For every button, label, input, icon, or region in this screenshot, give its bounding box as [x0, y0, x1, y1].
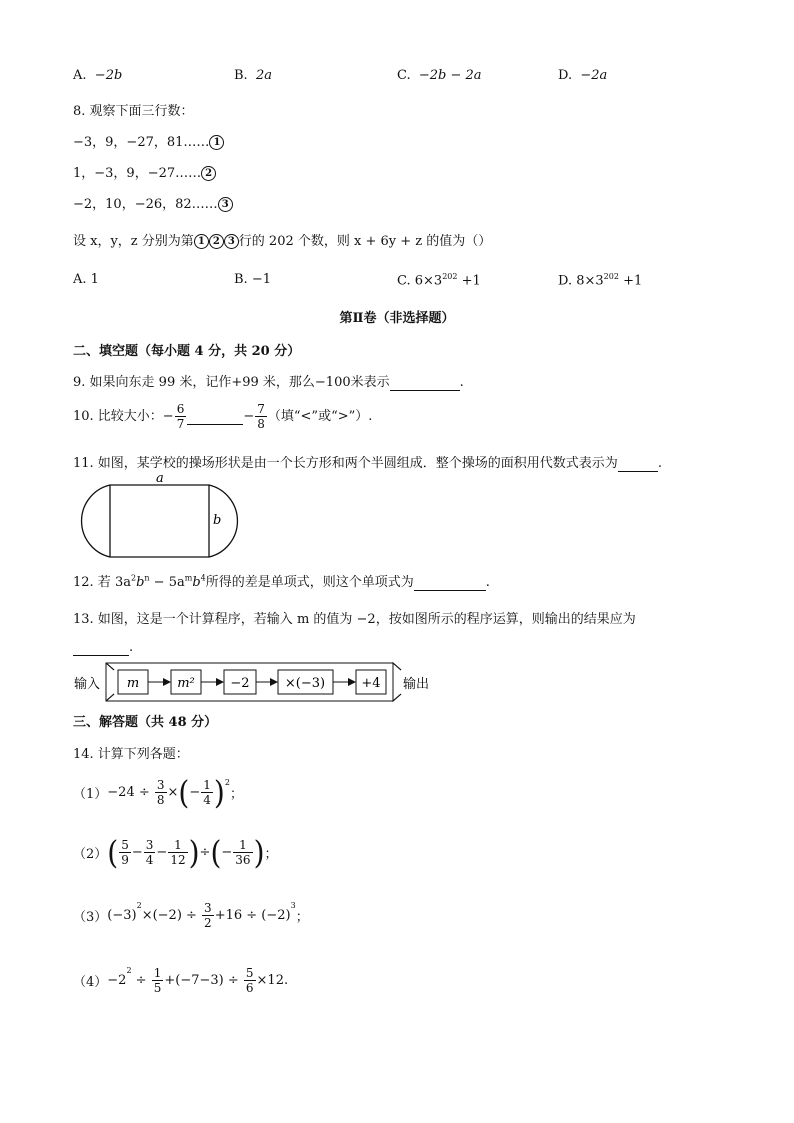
- q9: 9. 如果向东走 99 米，记作+99 米，那么−100米表示 .: [73, 375, 464, 390]
- circle-1-icon: 1: [194, 234, 209, 249]
- q14-part3: $(3)(-3)^2\times(-2)$ ÷ $\frac{3}{2}$ $+16 \div (-2)^3$；: [73, 901, 309, 930]
- q8-row3: −2，10，−26，82…… 3: [73, 193, 233, 212]
- q7-option-c: C. −2b − 2a: [397, 68, 482, 83]
- q7-option-a: A. −2b: [73, 68, 123, 83]
- q8-option-c: C. $6\times 3^{202} +1$: [397, 272, 481, 289]
- answer-blank[interactable]: [414, 575, 486, 591]
- output-label: 输出: [403, 677, 430, 692]
- fraction: $\frac{5}{6}$: [245, 966, 254, 995]
- circle-1-icon: 1: [209, 135, 224, 150]
- fraction: $\frac{6}{7}$: [176, 402, 185, 431]
- box-minus-2: −2: [230, 676, 250, 691]
- fraction: $\frac{3}{8}$: [156, 778, 165, 807]
- box-m-squared: m²: [177, 676, 195, 691]
- fraction: $\frac{1}{36}$: [235, 838, 251, 867]
- answer-blank[interactable]: [618, 456, 658, 472]
- q13-blank-line: .: [73, 640, 133, 656]
- box-m: m: [126, 676, 140, 691]
- q7-option-d: D. −2a: [558, 68, 608, 83]
- fraction: $\frac{3}{2}$: [204, 901, 212, 930]
- q14-part4: $(4)-2^2$ ÷ $\frac{1}{5}$ +(−7−3) ÷ $\frac{5}{6}$ ×12.: [73, 966, 289, 995]
- fraction: $\frac{5}{9}$: [121, 838, 129, 867]
- q11: 11. 如图，某学校的操场形状是由一个长方形和两个半圆组成．整个操场的面积用代数式表示为 .: [73, 456, 662, 471]
- box-times-minus-3: ×(−3): [284, 676, 326, 691]
- section3-heading: 三、解答题（共 48 分）: [73, 715, 218, 730]
- q8-row1: −3，9，−27，81…… 1: [73, 131, 224, 150]
- playground-figure: [72, 470, 252, 560]
- fraction: $\frac{7}{8}$: [257, 402, 265, 431]
- q14-stem: 14. 计算下列各题：: [73, 747, 189, 762]
- q8-condition: 设 x，y，z 分别为第 1 2 3 行的 202 个数，则 x + 6y + z 的值为（）: [73, 234, 492, 249]
- fraction: $\frac{1}{12}$: [170, 838, 186, 867]
- circle-3-icon: 3: [218, 197, 233, 212]
- fraction: $\frac{1}{4}$: [203, 778, 211, 807]
- section2-heading: 二、填空题（每小题 4 分，共 20 分）: [73, 344, 301, 359]
- fraction: $\frac{3}{4}$: [145, 838, 154, 867]
- answer-blank[interactable]: [390, 375, 460, 391]
- fraction: $\frac{1}{5}$: [153, 966, 162, 995]
- q8-stem: 8. 观察下面三行数：: [73, 104, 194, 119]
- answer-blank[interactable]: [73, 640, 129, 656]
- part2-title: 第Ⅱ卷（非选择题）: [339, 311, 455, 326]
- q7-option-b: B. 2a: [234, 68, 272, 83]
- q13: 13. 如图，这是一个计算程序，若输入 m 的值为 −2，按如图所示的程序运算，则输出的结果应为: [73, 612, 636, 627]
- q14-part2: （2）( $\frac{5}{9}$ − $\frac{3}{4}$ − $\frac{1}{12}$ )÷(− $\frac{1}{36}$ )；: [73, 832, 278, 871]
- q14-part1: （1）−24 ÷ $\frac{3}{8}$ ×(− $\frac{1}{4}$ )$^2$；: [73, 772, 243, 811]
- program-flowchart: [72, 660, 442, 706]
- input-label: 输入: [74, 677, 101, 692]
- circle-3-icon: 3: [224, 234, 239, 249]
- q10: 10. 比较大小：− $\frac{6}{7}$ − $\frac{7}{8}$ （填“<”或“>”）.: [73, 402, 373, 431]
- q8-option-a: A. 1: [73, 272, 99, 287]
- circle-2-icon: 2: [201, 166, 216, 181]
- q12: 12. 若 $3a^2b^n - 5a^mb^4$所得的差是单项式，则这个单项式为 .: [73, 573, 490, 590]
- q8-option-b: B. −1: [234, 272, 271, 287]
- label-a: a: [156, 471, 164, 486]
- label-b: b: [213, 513, 222, 528]
- q8-option-d: D. $8\times 3^{202} +1$: [558, 272, 643, 289]
- answer-blank[interactable]: [187, 409, 243, 425]
- box-plus-4: +4: [361, 676, 381, 691]
- circle-2-icon: 2: [209, 234, 224, 249]
- q8-row2: 1，−3，9，−27…… 2: [73, 162, 216, 181]
